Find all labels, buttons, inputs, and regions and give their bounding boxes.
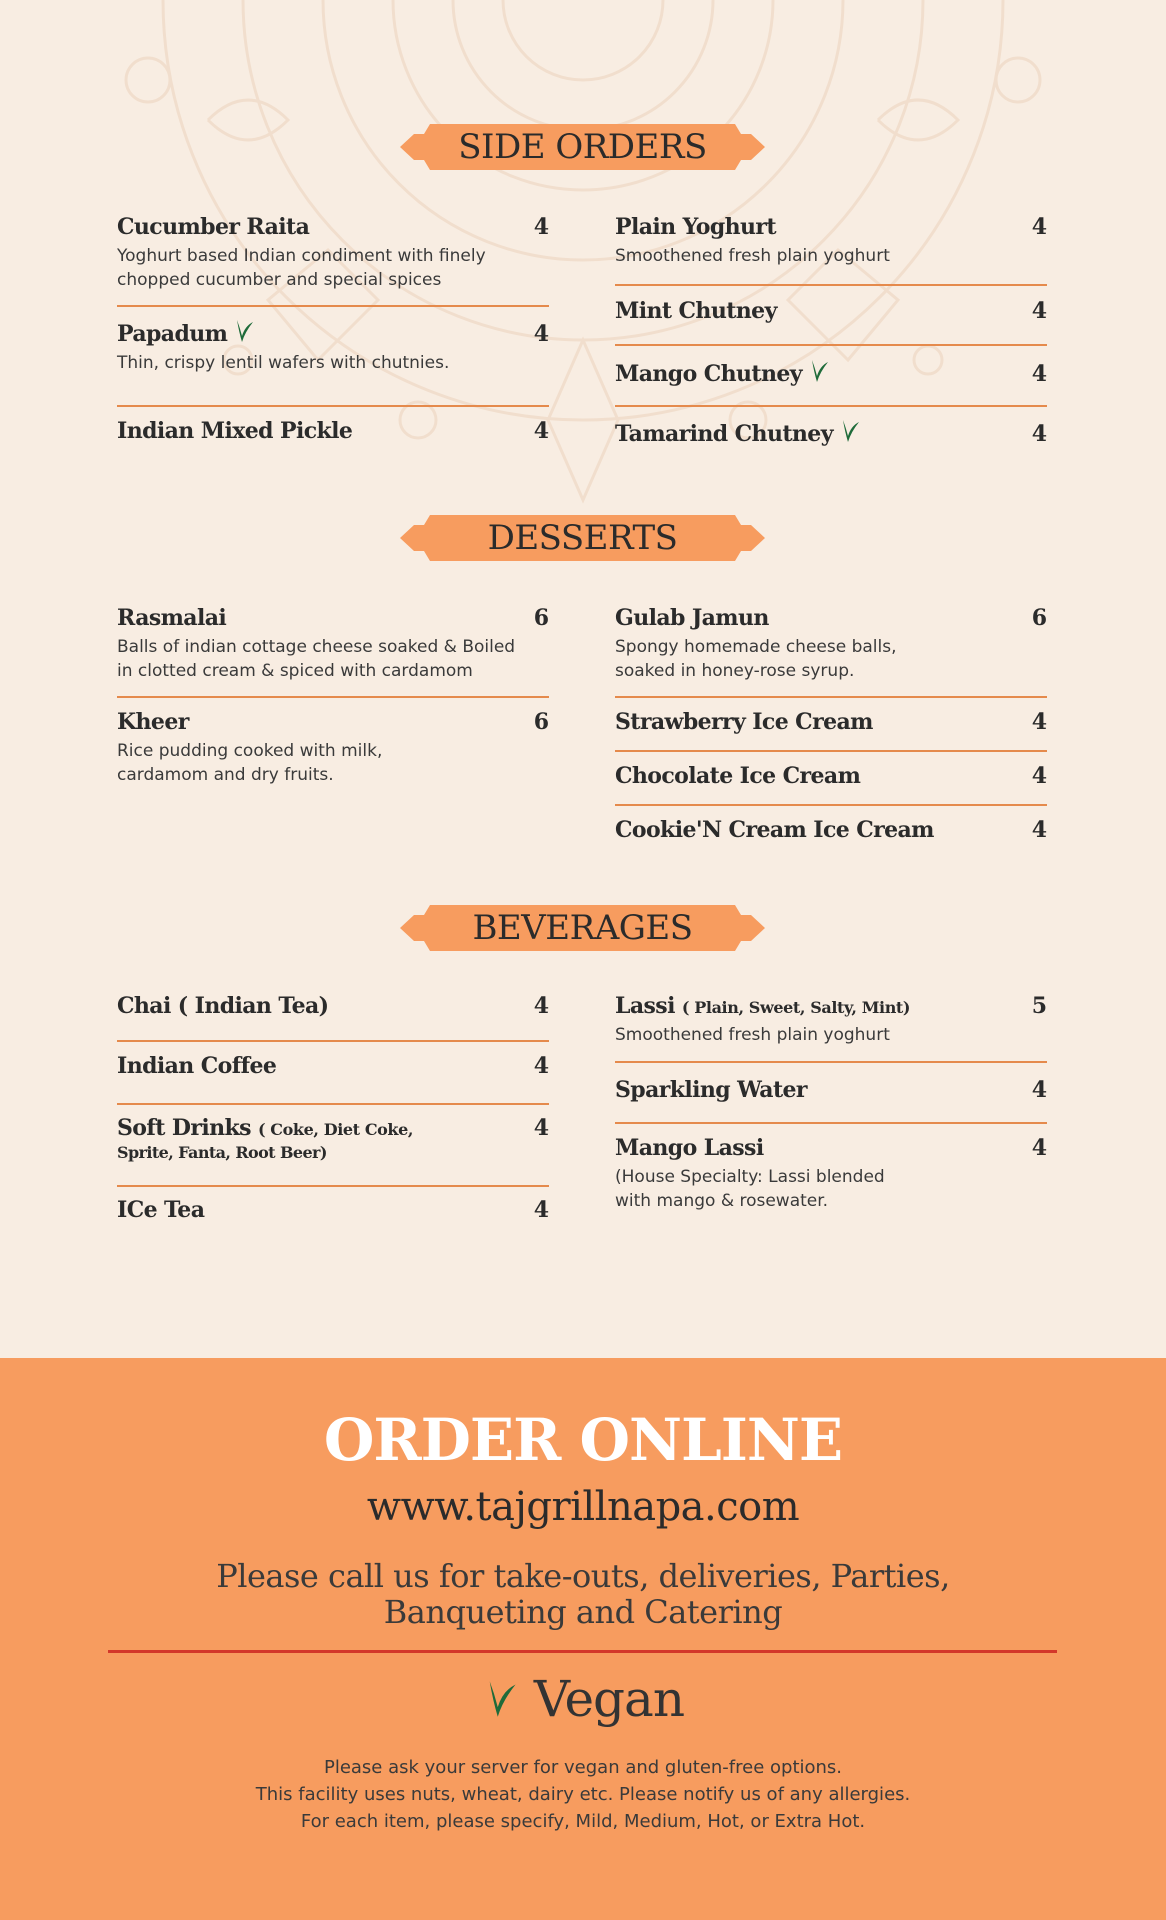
item-price: 4 (1031, 1077, 1047, 1103)
item-price: 4 (533, 214, 549, 240)
item-description: with mango & rosewater. (615, 1191, 829, 1211)
divider (615, 1061, 1047, 1063)
menu-item (615, 763, 1047, 789)
vegan-label: Vegan (533, 1670, 685, 1728)
item-name: Rasmalai (117, 605, 227, 631)
menu-item (117, 214, 549, 292)
side-orders-title: SIDE ORDERS (458, 127, 707, 167)
vegan-legend (0, 1670, 1166, 1728)
vegan-leaf-icon (808, 358, 830, 384)
item-price: 6 (1031, 605, 1047, 631)
item-name: Cucumber Raita (117, 214, 310, 240)
beverages-right-column (615, 993, 1047, 1211)
menu-item (615, 817, 1047, 843)
item-name: Papadum (117, 321, 228, 347)
menu-item (117, 318, 549, 375)
item-price: 4 (1031, 298, 1047, 324)
item-description: Spongy homemade cheese balls, (615, 637, 897, 657)
menu-item (117, 1115, 549, 1162)
menu-item (615, 993, 1047, 1047)
item-name: Mango Lassi (615, 1135, 764, 1161)
call-us-line: Please call us for take-outs, deliveries, Parties, (216, 1557, 950, 1595)
order-online-footer (0, 1358, 1166, 1920)
item-price: 4 (1031, 214, 1047, 240)
menu-item (117, 993, 549, 1019)
item-name: Lassi (615, 993, 675, 1019)
item-description: Smoothened fresh plain yoghurt (615, 1025, 890, 1045)
item-price: 4 (533, 1197, 549, 1223)
item-price: 6 (533, 709, 549, 735)
allergy-notes (0, 1754, 1166, 1835)
divider (615, 405, 1047, 407)
red-divider (108, 1650, 1057, 1653)
menu-item (117, 1197, 549, 1223)
divider (615, 284, 1047, 286)
item-price: 4 (1031, 421, 1047, 447)
item-price: 4 (1031, 817, 1047, 843)
item-description: soaked in honey-rose syrup. (615, 661, 855, 681)
call-us-text (0, 1558, 1166, 1630)
menu-item (615, 214, 1047, 268)
divider (615, 696, 1047, 698)
note-line: This facility uses nuts, wheat, dairy etc. Please notify us of any allergies. (255, 1784, 911, 1805)
beverages-banner (400, 903, 765, 953)
divider (117, 696, 549, 698)
item-description: Yoghurt based Indian condiment with finely (117, 246, 486, 266)
item-price: 4 (533, 993, 549, 1019)
item-name: Mint Chutney (615, 298, 777, 324)
item-name: Indian Mixed Pickle (117, 418, 353, 444)
menu-item (615, 709, 1047, 735)
item-name: Sparkling Water (615, 1077, 807, 1103)
item-price: 4 (533, 1115, 549, 1141)
divider (615, 750, 1047, 752)
item-name: Indian Coffee (117, 1053, 277, 1079)
menu-item (117, 418, 549, 444)
item-price: 4 (1031, 361, 1047, 387)
divider (117, 405, 549, 407)
item-price: 4 (533, 418, 549, 444)
item-description: Thin, crispy lentil wafers with chutnies. (117, 353, 450, 373)
item-description: Smoothened fresh plain yoghurt (615, 246, 890, 266)
item-description: chopped cucumber and special spices (117, 270, 442, 290)
item-description: in clotted cream & spiced with cardamom (117, 661, 473, 681)
menu-item (117, 1053, 549, 1079)
desserts-banner (400, 513, 765, 563)
item-description: Rice pudding cooked with milk, (117, 741, 383, 761)
note-line: For each item, please specify, Mild, Medium, Hot, or Extra Hot. (300, 1811, 866, 1832)
item-variants: ( Plain, Sweet, Salty, Mint) (681, 998, 911, 1017)
beverages-title: BEVERAGES (472, 908, 693, 948)
item-name: Soft Drinks (117, 1115, 251, 1141)
item-price: 4 (1031, 1135, 1047, 1161)
divider (117, 1040, 549, 1042)
menu-item (117, 605, 549, 683)
item-name: Mango Chutney (615, 361, 802, 387)
item-variants: Sprite, Fanta, Root Beer) (117, 1143, 327, 1162)
vegan-leaf-icon (233, 318, 255, 344)
item-description: (House Specialty: Lassi blended (615, 1167, 885, 1187)
vegan-leaf-icon (839, 418, 861, 444)
menu-item (117, 709, 549, 787)
item-price: 4 (1031, 763, 1047, 789)
divider (615, 804, 1047, 806)
divider (117, 1185, 549, 1187)
item-name: Tamarind Chutney (615, 421, 833, 447)
item-name: Chai ( Indian Tea) (117, 993, 329, 1019)
item-price: 4 (533, 1053, 549, 1079)
item-price: 4 (1031, 709, 1047, 735)
side-orders-banner (400, 122, 765, 172)
item-name: Strawberry Ice Cream (615, 709, 873, 735)
divider (117, 305, 549, 307)
desserts-right-column (615, 605, 1047, 843)
menu-item (615, 1135, 1047, 1213)
call-us-line: Banqueting and Catering (383, 1593, 783, 1631)
item-description: cardamom and dry fruits. (117, 765, 334, 785)
item-price: 4 (533, 321, 549, 347)
beverages-left-column (117, 993, 549, 1223)
item-name: Kheer (117, 709, 189, 735)
divider (615, 344, 1047, 346)
desserts-title: DESSERTS (487, 518, 678, 558)
menu-item (615, 605, 1047, 683)
divider (615, 1122, 1047, 1124)
item-description: Balls of indian cottage cheese soaked & Boiled (117, 637, 516, 657)
item-name: ICe Tea (117, 1197, 205, 1223)
side-orders-left-column (117, 214, 549, 444)
website-link[interactable]: www.tajgrillnapa.com (366, 1484, 800, 1530)
item-name: Gulab Jamun (615, 605, 769, 631)
item-name: Plain Yoghurt (615, 214, 776, 240)
vegan-leaf-icon (482, 1678, 520, 1720)
item-name: Chocolate Ice Cream (615, 763, 861, 789)
order-online-heading: ORDER ONLINE (323, 1406, 843, 1474)
item-price: 6 (533, 605, 549, 631)
menu-item (615, 1077, 1047, 1103)
divider (117, 1103, 549, 1105)
menu-item (615, 358, 1047, 387)
side-orders-right-column (615, 214, 1047, 447)
item-variants: ( Coke, Diet Coke, (257, 1120, 414, 1139)
item-name: Cookie'N Cream Ice Cream (615, 817, 934, 843)
note-line: Please ask your server for vegan and gluten-free options. (323, 1757, 843, 1778)
menu-item (615, 298, 1047, 324)
desserts-left-column (117, 605, 549, 785)
menu-item (615, 418, 1047, 447)
item-price: 5 (1031, 993, 1047, 1019)
